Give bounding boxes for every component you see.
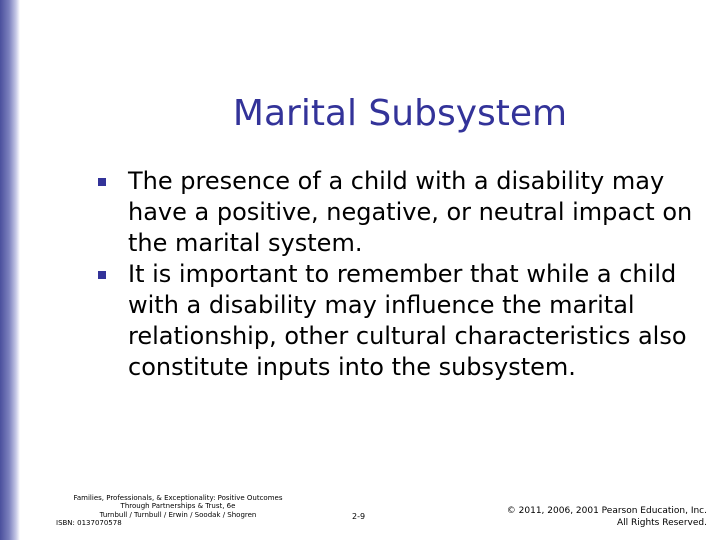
square-bullet-icon (98, 178, 106, 186)
book-title-line1: Families, Professionals, & Exceptionality: Positive Outcomes (73, 494, 283, 502)
book-title-line2: Through Partnerships & Trust, 6e (120, 502, 236, 511)
copyright-line: © 2011, 2006, 2001 Pearson Education, Inc. (506, 506, 707, 516)
book-authors: Turnbull / Turnbull / Erwin / Soodak / Shogren (99, 510, 257, 519)
page-number: 2-9 (352, 512, 366, 521)
copyright-notice (507, 505, 707, 529)
bullet-text: The presence of a child with a disability may have a positive, negative, or neutral impact on the marital system. (128, 167, 693, 257)
bullet-item (98, 259, 708, 383)
square-bullet-icon (98, 271, 106, 279)
slide-title: Marital Subsystem (232, 93, 568, 134)
book-citation (48, 494, 308, 528)
left-gradient-band (0, 0, 20, 540)
bullet-list (98, 166, 708, 383)
bullet-text: It is important to remember that while a child with a disability may influence the marital relationship, other cultural characteristics also constitute inputs into the subsystem. (128, 260, 687, 381)
bullet-item (98, 166, 708, 259)
book-isbn: ISBN: 0137070578 (56, 519, 122, 528)
rights-line: All Rights Reserved. (616, 518, 707, 528)
